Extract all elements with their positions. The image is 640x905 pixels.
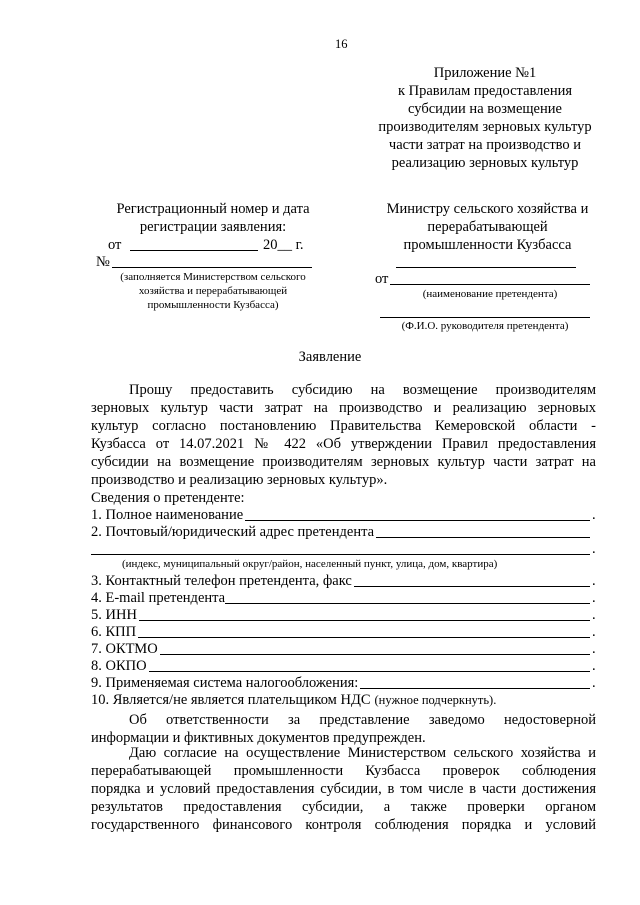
consent-line: государственного финансового контроля соблюдения порядка и условий: [91, 817, 596, 833]
field-address-label: 2. Почтовый/юридический адрес претендента: [91, 524, 375, 540]
registration-note: [88, 270, 338, 312]
field-okpo-input[interactable]: [149, 671, 590, 672]
consent-line: порядка и условий предоставления субсидии, в том числе в части достижения: [91, 781, 596, 797]
consent-line: Даю согласие на осуществление Министерством сельского хозяйства и: [129, 745, 596, 761]
addressee-block: [360, 200, 615, 254]
registration-note-line: (заполняется Министерством сельского: [120, 271, 306, 283]
applicant-name-hint: (наименование претендента): [422, 288, 558, 300]
head-name-hint: (Ф.И.О. руководителя претендента): [401, 320, 569, 332]
field-email-input[interactable]: [225, 603, 590, 604]
field-oktmo: 7. ОКТМО .: [91, 641, 596, 657]
applicant-info-heading: Сведения о претенденте:: [91, 490, 245, 506]
field-address-continuation: .: [91, 540, 596, 558]
registration-year-label: 20__ г.: [263, 237, 304, 253]
appendix-line: субсидии на возмещение: [408, 101, 562, 117]
field-kpp-label: 6. КПП: [91, 624, 137, 640]
consent-line: перерабатывающей промышленности Кузбасса проверок соблюдения: [91, 763, 596, 779]
field-inn-input[interactable]: [139, 620, 590, 621]
addressee-from-label: от: [375, 271, 389, 287]
field-kpp: 6. КПП .: [91, 624, 596, 640]
appendix-line: реализацию зерновых культур: [391, 155, 579, 171]
page-number: 16: [335, 37, 348, 51]
registration-note-line: промышленности Кузбасса): [147, 299, 279, 311]
field-full-name: 1. Полное наименование .: [91, 507, 596, 523]
addressee-extra-line[interactable]: [396, 253, 576, 268]
responsibility-line: Об ответственности за представление заведомо недостоверной: [129, 712, 596, 728]
registration-date-field[interactable]: [130, 236, 258, 251]
field-inn-label: 5. ИНН: [91, 607, 137, 623]
field-kpp-input[interactable]: [138, 637, 590, 638]
field-okpo: 8. ОКПО .: [91, 658, 596, 674]
registration-note-line: хозяйства и перерабатывающей: [138, 285, 288, 297]
intro-line: Кузбасса от 14.07.2021 № 422 «Об утверждении Правил предоставления: [91, 436, 596, 452]
registration-from-label: от: [108, 237, 122, 253]
document-title: Заявление: [298, 349, 362, 365]
intro-line: зерновых культур части затрат на производство и реализацию зерновых: [91, 400, 596, 416]
field-tax-system-input[interactable]: [360, 688, 590, 689]
applicant-name-field[interactable]: [390, 270, 590, 285]
field-vat: [91, 691, 496, 709]
field-address-input[interactable]: [376, 537, 590, 538]
registration-number-label: №: [96, 254, 110, 270]
appendix-line: Приложение №1: [433, 65, 537, 81]
field-email: 4. E-mail претендента .: [91, 590, 596, 606]
intro-last-line: производство и реализацию зерновых культур».: [91, 472, 388, 488]
field-address: [91, 523, 596, 541]
head-name-field[interactable]: [380, 303, 590, 318]
appendix-block: [360, 64, 610, 172]
responsibility-line: информации и фиктивных документов предупрежден.: [91, 730, 426, 746]
intro-paragraph: [91, 381, 596, 489]
field-okpo-label: 8. ОКПО: [91, 658, 147, 674]
field-email-label: 4. E-mail претендента: [91, 590, 226, 606]
addressee-line: промышленности Кузбасса: [403, 237, 572, 253]
addressee-line: Министру сельского хозяйства и: [386, 201, 589, 217]
appendix-line: производителям зерновых культур: [378, 119, 592, 135]
field-vat-label[interactable]: 10. Является/не является плательщиком НДС: [91, 692, 371, 708]
consent-line: результатов предоставления субсидии, а также проверки органом: [91, 799, 596, 815]
registration-block: [88, 200, 338, 236]
responsibility-paragraph: [91, 711, 596, 747]
field-oktmo-label: 7. ОКТМО: [91, 641, 158, 657]
field-phone: 3. Контактный телефон претендента, факс .: [91, 573, 596, 589]
consent-paragraph: [91, 744, 596, 834]
field-inn: 5. ИНН .: [91, 607, 596, 623]
intro-line: культур согласно постановлению Правительства Кемеровской области -: [91, 418, 596, 434]
field-phone-label: 3. Контактный телефон претендента, факс: [91, 573, 352, 589]
field-oktmo-input[interactable]: [160, 654, 590, 655]
field-full-name-input[interactable]: [245, 520, 590, 521]
field-phone-input[interactable]: [354, 586, 590, 587]
appendix-line: части затрат на производство и: [388, 137, 582, 153]
appendix-line: к Правилам предоставления: [397, 83, 573, 99]
intro-line: Прошу предоставить субсидию на возмещение производителям: [129, 382, 596, 398]
intro-line: субсидии на возмещение производителям зерновых культур части затрат на: [91, 454, 596, 470]
field-address-hint: (индекс, муниципальный округ/район, населенный пункт, улица, дом, квартира): [122, 558, 498, 570]
field-vat-hint: (нужное подчеркнуть).: [374, 693, 497, 707]
addressee-line: перерабатывающей: [427, 219, 548, 235]
field-tax-system-label: 9. Применяемая система налогообложения:: [91, 675, 359, 691]
field-full-name-label: 1. Полное наименование: [91, 507, 244, 523]
registration-number-field[interactable]: [112, 253, 312, 268]
registration-subtitle: регистрации заявления:: [139, 219, 287, 235]
field-address-input-2[interactable]: [91, 554, 590, 555]
field-tax-system: 9. Применяемая система налогообложения: .: [91, 675, 596, 691]
registration-title: Регистрационный номер и дата: [116, 201, 310, 217]
